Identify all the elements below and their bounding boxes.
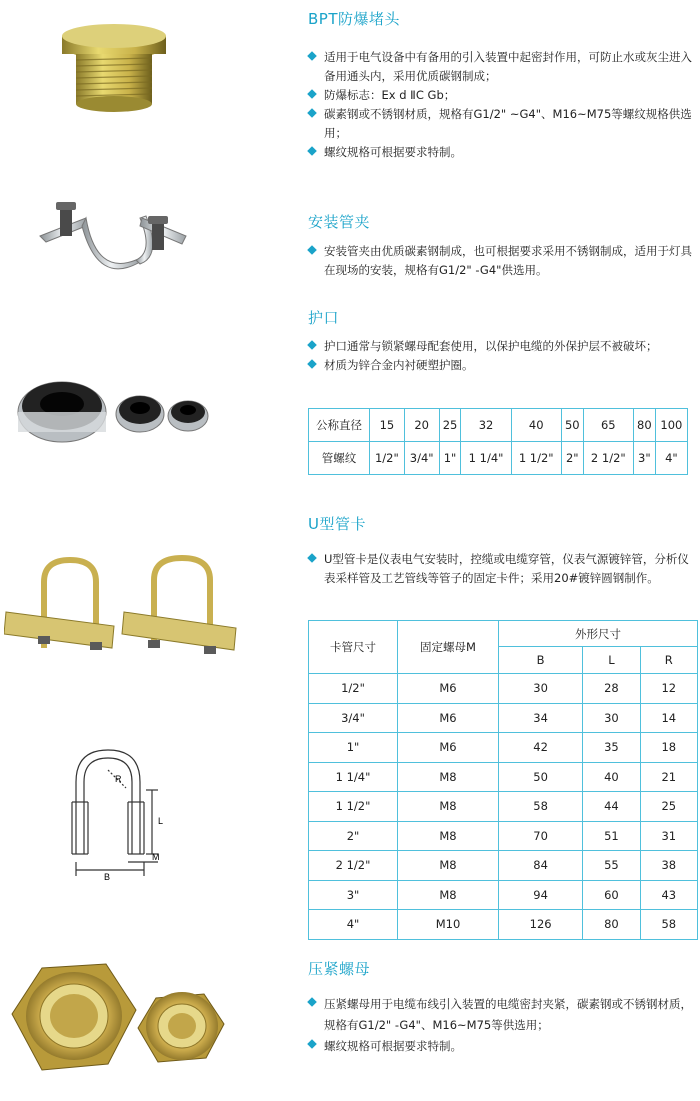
list-item: 螺纹规格可根据要求特制。 (308, 143, 698, 162)
list-item: U型管卡是仪表电气安装时，控缆或电缆穿管，仪表气源镀锌管，分析仪表采样管及工艺管线等管子的固定卡件；采用20#镀锌圆钢制作。 (308, 550, 698, 588)
nut-title: 压紧螺母 (308, 960, 371, 978)
table-cell: 4" (309, 910, 398, 940)
table-cell: M8 (398, 792, 499, 822)
table-cell: 126 (499, 910, 583, 940)
table-row-header: 管螺纹 (309, 442, 370, 475)
table-cell: 30 (583, 703, 640, 733)
table-row (309, 674, 698, 704)
ubolt-title: U型管卡 (308, 515, 366, 533)
list-item: 碳素钢或不锈钢材质，规格有G1/2" ~G4"、M16~M75等螺纹规格供选用； (308, 105, 698, 143)
table-cell: 1/2" (309, 674, 398, 704)
diamond-bullet-icon (307, 359, 317, 369)
ubolt-size-table (308, 620, 698, 940)
diamond-bullet-icon (307, 553, 317, 563)
diamond-bullet-icon (307, 1039, 317, 1049)
table-cell: 80 (583, 910, 640, 940)
plug-bullets (308, 48, 698, 162)
table-cell: 3/4" (309, 703, 398, 733)
table-cell: 100 (655, 409, 687, 442)
table-cell: M8 (398, 880, 499, 910)
clamp-photo (36, 196, 188, 288)
table-row (309, 792, 698, 822)
table-cell: M8 (398, 821, 499, 851)
table-row (309, 821, 698, 851)
table-cell: 1 1/4" (461, 442, 511, 475)
table-cell: M8 (398, 851, 499, 881)
nut-photo (2, 954, 242, 1084)
table-cell: 2 1/2" (583, 442, 633, 475)
ubolt-bullets (308, 550, 698, 588)
ubolt-diagram (60, 742, 190, 882)
table-cell: 40 (583, 762, 640, 792)
table-header-nut: 固定螺母M (398, 621, 499, 674)
table-cell: 50 (561, 409, 583, 442)
table-cell: 25 (640, 792, 697, 822)
nut-bullets (308, 994, 698, 1057)
ubolt-photo (4, 552, 244, 672)
table-row (309, 733, 698, 763)
diagram-label-l: L (158, 816, 164, 826)
table-cell: 55 (583, 851, 640, 881)
diamond-bullet-icon (307, 997, 317, 1007)
plug-title: BPT防爆堵头 (308, 10, 400, 28)
table-cell: 1" (309, 733, 398, 763)
bushing-bullets (308, 337, 698, 375)
table-cell: 3/4" (404, 442, 439, 475)
table-cell: 3" (309, 880, 398, 910)
clamp-bullets (308, 242, 698, 280)
list-item: 防爆标志：Ex d ⅡC Gb； (308, 86, 698, 105)
table-cell: 44 (583, 792, 640, 822)
table-cell: 80 (633, 409, 655, 442)
bushing-photo (12, 372, 212, 450)
table-header-l: L (583, 647, 640, 674)
table-cell: 58 (499, 792, 583, 822)
table-row (309, 851, 698, 881)
bushing-title: 护口 (308, 309, 340, 327)
table-cell: M6 (398, 703, 499, 733)
diagram-label-m: M (152, 852, 160, 862)
table-cell: 50 (499, 762, 583, 792)
diamond-bullet-icon (307, 89, 317, 99)
diamond-bullet-icon (307, 146, 317, 156)
bushing-size-table (308, 408, 688, 475)
list-item: 压紧螺母用于电缆布线引入装置的电缆密封夹紧，碳素钢或不锈钢材质，规格有G1/2" -G4"、M16~M75等供选用； (308, 994, 698, 1036)
table-cell: 20 (404, 409, 439, 442)
table-cell: 18 (640, 733, 697, 763)
table-cell: M10 (398, 910, 499, 940)
table-cell: 1 1/2" (511, 442, 561, 475)
table-cell: 32 (461, 409, 511, 442)
table-cell: 2 1/2" (309, 851, 398, 881)
table-cell: M6 (398, 674, 499, 704)
diamond-bullet-icon (307, 340, 317, 350)
table-cell: 1" (439, 442, 461, 475)
list-item: 螺纹规格可根据要求特制。 (308, 1036, 698, 1057)
table-row (309, 910, 698, 940)
table-cell: 12 (640, 674, 697, 704)
table-cell: 2" (561, 442, 583, 475)
table-cell: 34 (499, 703, 583, 733)
table-cell: M6 (398, 733, 499, 763)
table-cell: 40 (511, 409, 561, 442)
table-cell: 2" (309, 821, 398, 851)
diagram-label-b: B (104, 872, 111, 882)
table-cell: 42 (499, 733, 583, 763)
plug-photo (58, 22, 170, 114)
table-row (309, 762, 698, 792)
table-cell: 58 (640, 910, 697, 940)
diagram-label-r: R (115, 774, 122, 784)
list-item: 安装管夹由优质碳素钢制成，也可根据要求采用不锈钢制成，适用于灯具在现场的安装，规格有G1/2" -G4"供选用。 (308, 242, 698, 280)
table-cell: 70 (499, 821, 583, 851)
table-cell: 21 (640, 762, 697, 792)
diamond-bullet-icon (307, 108, 317, 118)
table-cell: 15 (370, 409, 405, 442)
table-cell: 4" (655, 442, 687, 475)
list-item: 护口通常与锁紧螺母配套使用，以保护电缆的外保护层不被破坏； (308, 337, 698, 356)
table-header-r: R (640, 647, 697, 674)
list-item: 适用于电气设备中有备用的引入装置中起密封作用，可防止水或灰尘进入备用通头内，采用优质碳钢制成； (308, 48, 698, 86)
table-cell: 25 (439, 409, 461, 442)
table-cell: 38 (640, 851, 697, 881)
diamond-bullet-icon (307, 245, 317, 255)
table-cell: 84 (499, 851, 583, 881)
table-row (309, 703, 698, 733)
table-cell: 31 (640, 821, 697, 851)
table-header-pipe: 卡管尺寸 (309, 621, 398, 674)
table-cell: 1/2" (370, 442, 405, 475)
table-cell: 30 (499, 674, 583, 704)
table-cell: 1 1/4" (309, 762, 398, 792)
table-cell: 14 (640, 703, 697, 733)
table-header-dim: 外形尺寸 (499, 621, 698, 647)
list-item: 材质为锌合金内衬硬塑护圈。 (308, 356, 698, 375)
table-header-b: B (499, 647, 583, 674)
table-row (309, 880, 698, 910)
table-cell: 94 (499, 880, 583, 910)
table-cell: 65 (583, 409, 633, 442)
table-cell: 43 (640, 880, 697, 910)
table-cell: M8 (398, 762, 499, 792)
diamond-bullet-icon (307, 51, 317, 61)
table-row-header: 公称直径 (309, 409, 370, 442)
table-cell: 28 (583, 674, 640, 704)
clamp-title: 安装管夹 (308, 213, 371, 231)
table-cell: 35 (583, 733, 640, 763)
table-cell: 1 1/2" (309, 792, 398, 822)
table-cell: 3" (633, 442, 655, 475)
table-cell: 60 (583, 880, 640, 910)
table-cell: 51 (583, 821, 640, 851)
